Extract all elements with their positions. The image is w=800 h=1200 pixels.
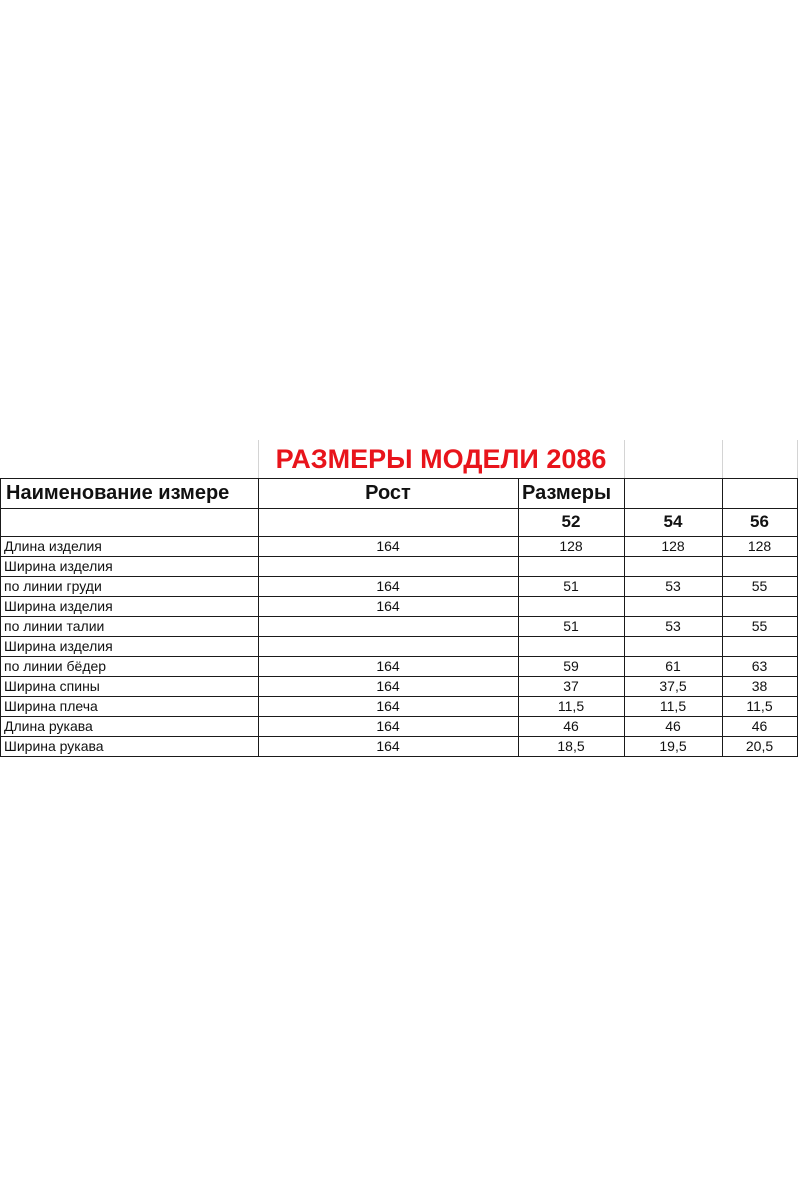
size-value: 128 [559, 538, 583, 554]
size-value: 11,5 [746, 698, 773, 714]
size-value [624, 596, 722, 616]
height-value [258, 636, 518, 656]
height-value: 164 [376, 678, 400, 694]
measure-name: Ширина плеча [4, 698, 98, 714]
size-value: 38 [751, 678, 768, 694]
height-value: 164 [376, 738, 400, 754]
height-value: 164 [376, 658, 400, 674]
measure-name: Длина рукава [4, 718, 93, 734]
measure-name: Ширина изделия [4, 638, 113, 654]
header-name-cell: Наименование измере [6, 482, 230, 504]
size-value: 11,5 [659, 698, 687, 714]
size-value: 55 [751, 618, 768, 634]
size-label-0: 52 [561, 512, 581, 531]
column-border [0, 478, 1, 757]
size-value: 128 [661, 538, 685, 554]
size-value [722, 636, 797, 656]
size-value [518, 556, 624, 576]
height-value: 164 [376, 718, 400, 734]
title-row [0, 440, 800, 478]
size-value: 61 [665, 658, 681, 674]
row-border [0, 756, 798, 757]
measure-name: Ширина изделия [4, 558, 113, 574]
measure-name: Ширина рукава [4, 738, 104, 754]
size-value: 20,5 [745, 738, 774, 754]
measure-name: Ширина изделия [4, 598, 113, 614]
size-value [722, 556, 797, 576]
size-value: 11,5 [557, 698, 585, 714]
size-value: 53 [665, 578, 681, 594]
size-value: 37,5 [659, 678, 687, 694]
size-value [518, 596, 624, 616]
measure-name: Длина изделия [4, 538, 102, 554]
size-label-2: 56 [750, 512, 769, 531]
size-value [624, 636, 722, 656]
header-height-cell: Рост [365, 482, 411, 504]
size-value: 37 [563, 678, 579, 694]
column-border [797, 478, 798, 757]
size-value: 55 [751, 578, 768, 594]
measure-name: по линии груди [4, 578, 102, 594]
header-sizes-cell: Размеры [522, 482, 612, 504]
size-value: 46 [563, 718, 579, 734]
height-value: 164 [376, 538, 400, 554]
size-value: 51 [563, 618, 579, 634]
size-value: 128 [747, 538, 772, 554]
height-value [258, 556, 518, 576]
height-value: 164 [376, 598, 400, 614]
size-value: 63 [751, 658, 768, 674]
size-value: 51 [563, 578, 579, 594]
height-value: 164 [376, 578, 400, 594]
size-value: 46 [751, 718, 768, 734]
page-title: РАЗМЕРЫ МОДЕЛИ 2086 [275, 444, 607, 474]
measure-name: Ширина спины [4, 678, 100, 694]
measure-name: по линии бёдер [4, 658, 107, 674]
size-value: 53 [665, 618, 681, 634]
size-value: 59 [563, 658, 579, 674]
size-value: 18,5 [557, 738, 585, 754]
measure-name: по линии талии [4, 618, 105, 634]
size-value: 19,5 [659, 738, 687, 754]
height-value: 164 [376, 698, 400, 714]
size-value [518, 636, 624, 656]
height-value [258, 616, 518, 636]
size-value [722, 596, 797, 616]
size-label-1: 54 [663, 512, 683, 531]
size-value [624, 556, 722, 576]
size-value: 46 [665, 718, 681, 734]
